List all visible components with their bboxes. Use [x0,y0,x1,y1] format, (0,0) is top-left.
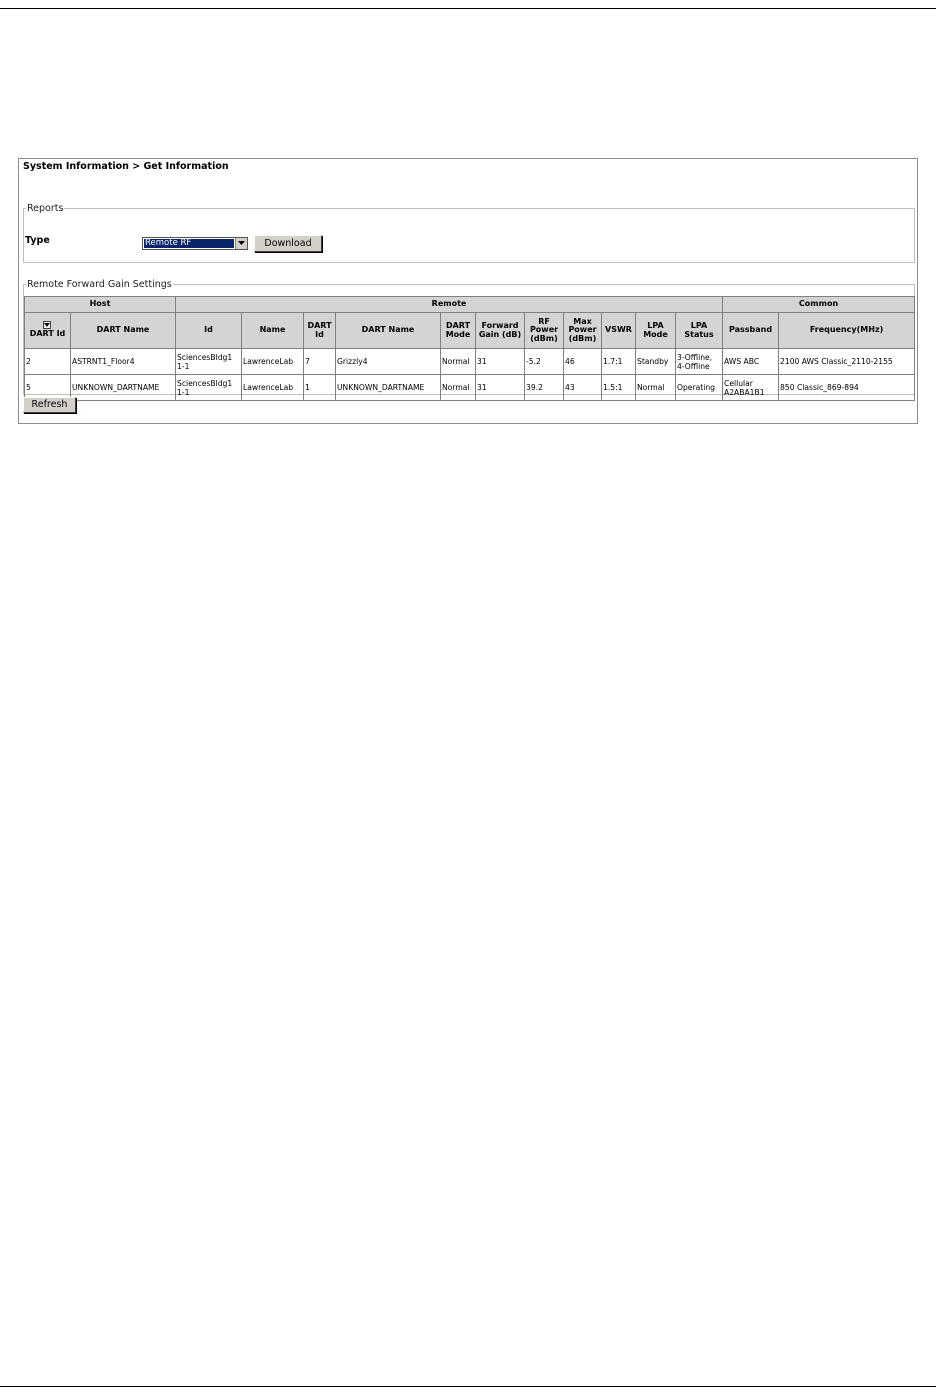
table-row[interactable] [25,349,915,375]
group-common-header: Common [723,297,915,313]
type-select[interactable] [142,237,248,250]
cell-host-dart-id: 2 [25,349,71,375]
cell-vswr: 1.5:1 [602,375,636,401]
cell-rf-power: -5.2 [525,349,564,375]
cell-dart-id: 7 [304,349,336,375]
col-name[interactable]: Name [242,313,304,349]
cell-dart-id: 1 [304,375,336,401]
breadcrumb: System Information > Get Information [23,161,229,172]
cell-dart-mode: Normal [441,349,476,375]
col-passband[interactable]: Passband [723,313,779,349]
type-label: Type [25,235,50,246]
sort-arrow-icon[interactable] [43,321,51,329]
group-remote-header: Remote [176,297,723,313]
cell-passband: Cellular A2ABA1B1 [723,375,779,401]
cell-dart-name: Grizzly4 [336,349,441,375]
cell-frequency: 850 Classic_869-894 [779,375,915,401]
chevron-down-icon[interactable] [235,238,247,249]
cell-name: LawrenceLab [242,349,304,375]
cell-host-dart-id: 5 [25,375,71,401]
cell-lpa-status: Operating [676,375,723,401]
cell-id: SciencesBldg1 1-1 [176,349,242,375]
col-max-power[interactable]: Max Power (dBm) [564,313,602,349]
col-rf-power[interactable]: RF Power (dBm) [525,313,564,349]
cell-max-power: 43 [564,375,602,401]
cell-max-power: 46 [564,349,602,375]
col-dart-mode[interactable]: DART Mode [441,313,476,349]
remote-rf-table [24,296,915,401]
col-remote-dart-name[interactable]: DART Name [336,313,441,349]
cell-lpa-mode: Normal [636,375,676,401]
reports-fieldset [23,203,915,263]
cell-frequency: 2100 AWS Classic_2110-2155 [779,349,915,375]
cell-host-dart-name: UNKNOWN_DARTNAME [71,375,176,401]
col-host-dart-id[interactable] [25,313,71,349]
gain-legend: Remote Forward Gain Settings [27,279,172,290]
cell-host-dart-name: ASTRNT1_Floor4 [71,349,176,375]
cell-lpa-status: 3-Offline, 4-Offline [676,349,723,375]
cell-passband: AWS ABC [723,349,779,375]
col-vswr[interactable]: VSWR [602,313,636,349]
remote-forward-gain-fieldset [23,279,915,395]
col-lpa-mode[interactable]: LPA Mode [636,313,676,349]
col-frequency[interactable]: Frequency(MHz) [779,313,915,349]
reports-legend: Reports [27,203,64,214]
refresh-button[interactable]: Refresh [23,397,76,413]
table-row[interactable] [25,375,915,401]
page-bottom-rule [0,1386,936,1387]
cell-rf-power: 39.2 [525,375,564,401]
type-select-value: Remote RF [144,239,234,248]
download-button[interactable]: Download [254,235,322,252]
col-remote-dart-id[interactable]: DART Id [304,313,336,349]
cell-forward-gain: 31 [476,375,525,401]
col-forward-gain[interactable]: Forward Gain (dB) [476,313,525,349]
col-host-dart-name[interactable]: DART Name [71,313,176,349]
cell-lpa-mode: Standby [636,349,676,375]
col-lpa-status[interactable]: LPA Status [676,313,723,349]
cell-dart-mode: Normal [441,375,476,401]
cell-name: LawrenceLab [242,375,304,401]
group-host-header: Host [25,297,176,313]
cell-id: SciencesBldg1 1-1 [176,375,242,401]
col-id[interactable]: Id [176,313,242,349]
col-host-dart-id-label: DART Id [29,329,66,339]
page-top-rule [0,8,936,9]
cell-dart-name: UNKNOWN_DARTNAME [336,375,441,401]
cell-forward-gain: 31 [476,349,525,375]
cell-vswr: 1.7:1 [602,349,636,375]
screenshot-frame [18,158,918,424]
